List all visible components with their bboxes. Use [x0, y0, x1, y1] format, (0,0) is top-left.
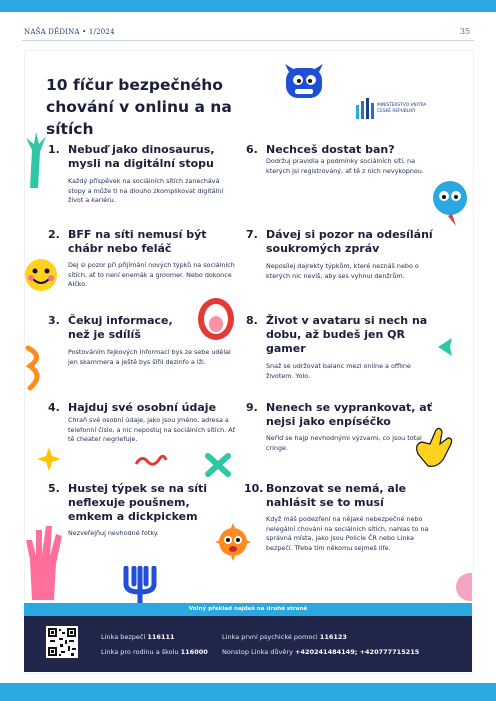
tip-6: [246, 143, 436, 203]
tip-body: Dodržuj pravidla a podmínky sociálních sítí, na kterých jsi registrovaný, ať tě z nich nevykopnou.: [266, 157, 424, 175]
tip-body: Neposílej dajrekty týpkům, které neznáš nebo o kterých nic nevíš, aby ses vyhnul denžrům.: [266, 262, 419, 280]
tip-title: BFF na síti nemusí být chábr nebo feláč: [68, 228, 207, 255]
tip-body: Neřiď se hajp nevhodnými výzvami, co jsou total cringe.: [266, 434, 422, 452]
tip-7: [246, 228, 436, 298]
tip-title: Čekuj informace, než je sdílíš: [68, 314, 173, 341]
tip-5: [48, 482, 238, 552]
tip-number: 2.: [48, 228, 60, 241]
poster-title: [46, 74, 276, 140]
tip-number: 1.: [48, 143, 60, 156]
tip-number: 5.: [48, 482, 60, 495]
tip-body: Postováním fejkových informací bys ze sebe udělal jen skammera a ještě bys šířil dezinfo a lži.: [68, 348, 231, 366]
helpline-label: Nonstop Linka důvěry: [222, 648, 293, 656]
qr-code-icon: [46, 626, 78, 658]
tip-8: [246, 314, 436, 384]
helpline-footer: [24, 616, 472, 672]
ministry-line-1: MINISTERSTVO VNITRA: [377, 103, 427, 108]
translation-note: Volný překlad najdeš na druhé straně: [188, 606, 308, 612]
ministry-line-2: ČESKÉ REPUBLIKY: [377, 109, 416, 114]
ministry-name: [377, 103, 457, 115]
tip-number: 9.: [246, 401, 258, 414]
title-line-1: 10 fíčur bezpečného: [46, 76, 223, 94]
tip-title: Hajduj své osobní údaje: [68, 401, 217, 414]
tip-body: Snaž se udržovat balanc mezi online a offline životem. Yolo.: [266, 362, 411, 380]
tip-number: 8.: [246, 314, 258, 327]
top-color-bar: [0, 0, 496, 12]
tip-body: Chraň své osobní údaje, jako jsou jméno, adresa a telefonní číslo, a nic nepostuj na sociálních sítích. Ať tě cheater negriefuje.: [68, 416, 235, 444]
helpline-number: 116111: [147, 633, 175, 641]
tip-body: Dej si pozor při přijímání nových týpků na sociálních sítích, ať to není enemák a groomer. Nebo dokonce AIčko.: [68, 261, 235, 289]
tip-title: Nebuď jako dinosaurus, mysli na digitální stopu: [68, 143, 215, 170]
fork-icon: [120, 566, 160, 604]
tip-title: Hustej týpek se na síti neflexuje poušnem, emkem a dickpickem: [68, 482, 208, 523]
helpline-label: Linka bezpečí: [101, 633, 146, 641]
tip-body: Nezveřejňuj nevhodné fotky.: [68, 529, 159, 537]
tip-1: [48, 143, 238, 223]
helpline-number: +420241484149; +420777715215: [295, 648, 420, 656]
tip-number: 7.: [246, 228, 258, 241]
tip-title: Bonzovat se nemá, ale nahlásit se to musí: [266, 482, 407, 509]
tip-3: [48, 314, 238, 394]
tip-body: Každý příspěvek na sociálních sítích zanechává stopy a může ti na dlouho zkomplikovat digitální život a kariéru.: [68, 177, 224, 205]
bottom-color-bar: [0, 683, 496, 701]
tip-number: 10.: [244, 482, 264, 495]
helpline-1: [101, 633, 175, 641]
tip-10: [246, 482, 436, 572]
page-header: [22, 22, 474, 41]
orange-squiggle-icon: [24, 344, 48, 394]
tip-number: 3.: [48, 314, 60, 327]
helpline-3: [222, 633, 347, 641]
tip-title: Nenech se vyprankovat, ať nejsi jako enpíséčko: [266, 401, 432, 428]
translation-note-band: [24, 603, 472, 616]
tip-number: 4.: [48, 401, 60, 414]
helpline-number: 116123: [319, 633, 347, 641]
tip-title: Nechceš dostat ban?: [266, 143, 395, 156]
monster-icon: [283, 62, 325, 100]
helpline-2: [101, 648, 208, 656]
helpline-4: [222, 648, 419, 656]
dinosaur-hand-icon: [24, 130, 50, 190]
blue-blob-icon: [430, 178, 470, 228]
tip-title: Dávej si pozor na odesílání soukromých zpráv: [266, 228, 433, 255]
pink-ball-icon: [448, 572, 472, 602]
page-number: 35: [459, 27, 470, 36]
tip-number: 6.: [246, 143, 258, 156]
tip-title: Život v avataru si nech na dobu, až budeš jen QR gamer: [266, 314, 428, 355]
tip-4: [48, 401, 238, 461]
helpline-label: Linka pro rodinu a školu: [101, 648, 179, 656]
title-line-2: chování v onlinu a na sítích: [46, 98, 232, 138]
helpline-label: Linka první psychické pomoci: [222, 633, 318, 641]
green-arrow-icon: [436, 336, 456, 358]
magazine-name: NAŠA DĚDINA • 1/2024: [24, 28, 115, 36]
tip-9: [246, 401, 436, 461]
helpline-number: 116000: [180, 648, 208, 656]
tip-body: Když máš podezření na nějaké nebezpečné nebo nelegální chování na sociálních sítích, nahlas to na správná místa, jako jsou Policie ČR nebo Linka bezpečí. Třeba tím někomu sejmeš life.: [266, 515, 429, 552]
ministry-logo: [355, 100, 455, 120]
tip-2: [48, 228, 238, 308]
